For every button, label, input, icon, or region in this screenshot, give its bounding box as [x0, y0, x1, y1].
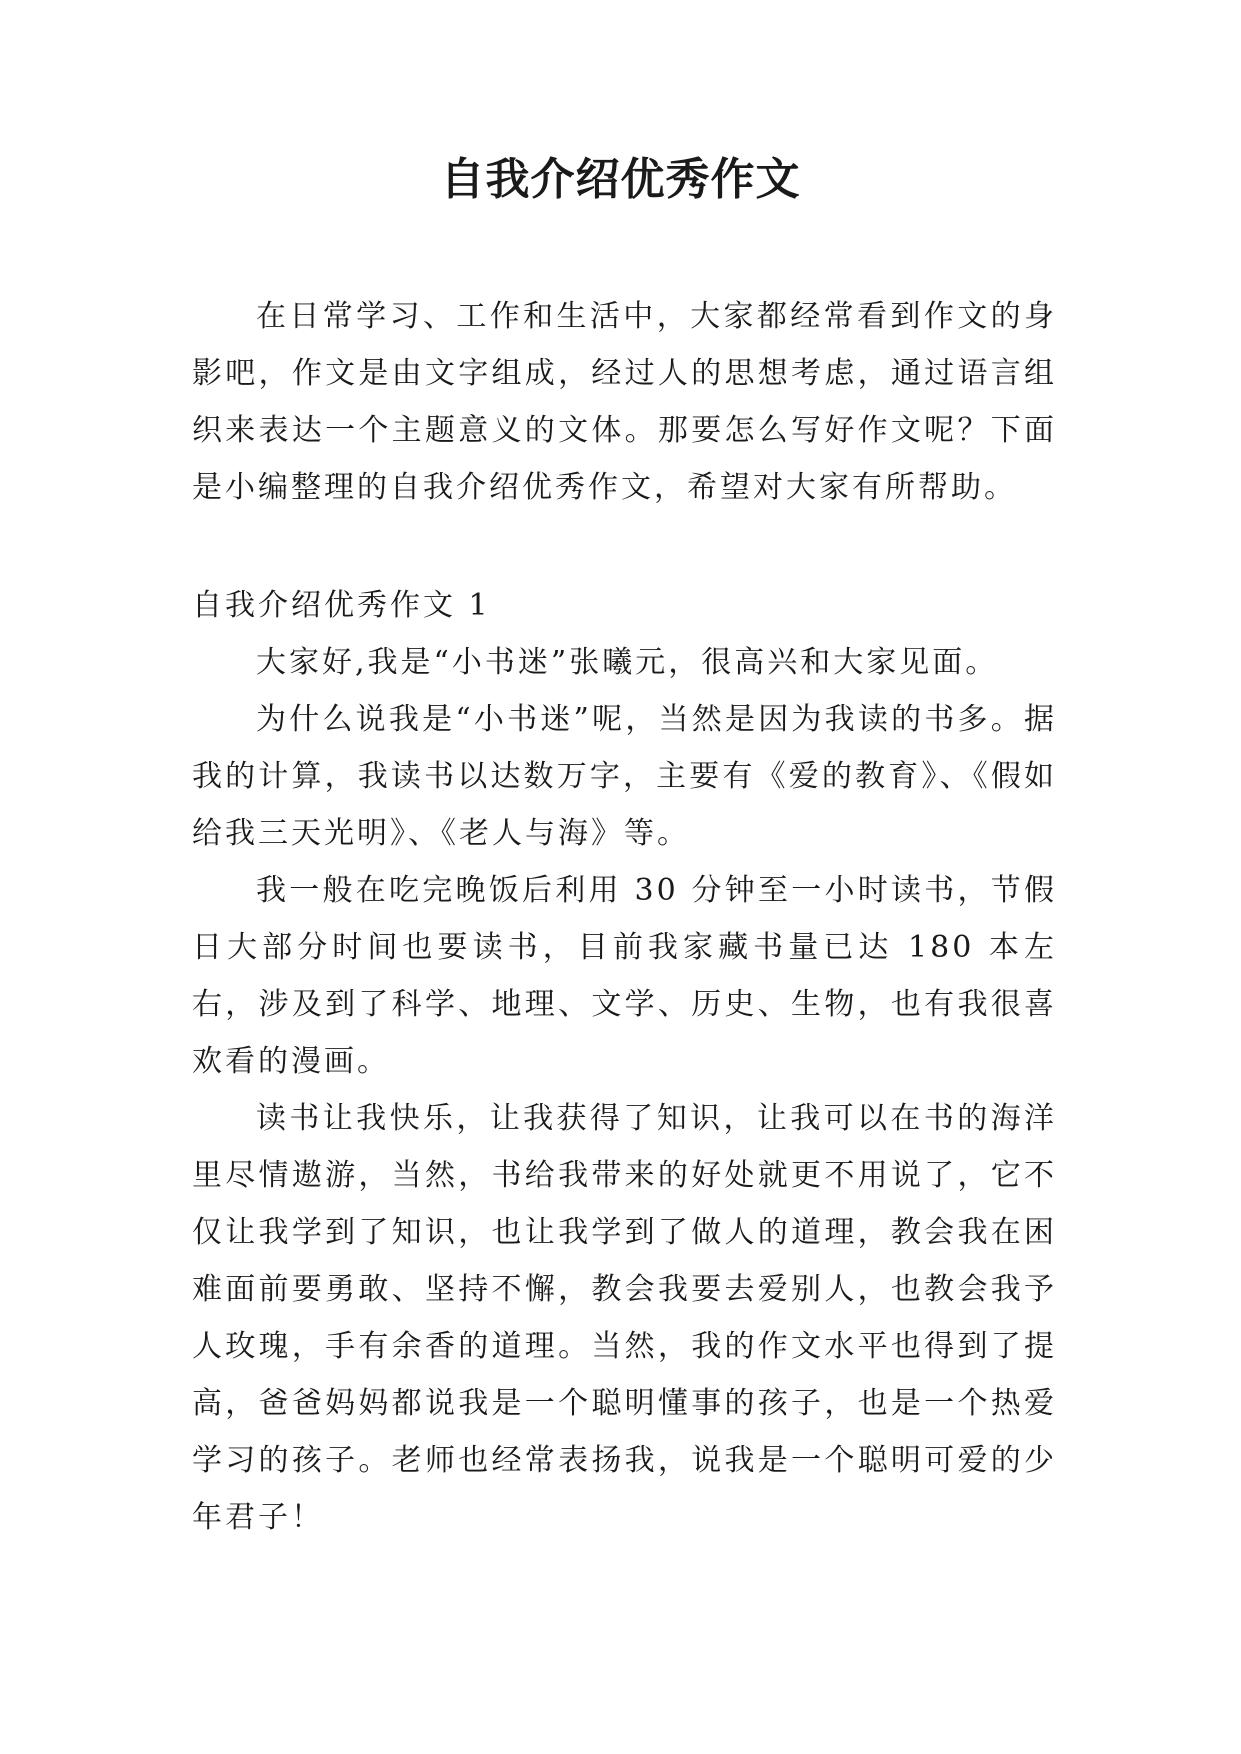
document-title: 自我介绍优秀作文 [440, 154, 801, 205]
body-paragraph-4: 读书让我快乐，让我获得了知识，让我可以在书的海洋里尽情遨游，当然，书给我带来的好处就更不用说了，它不仅让我学到了知识，也让我学到了做人的道理，教会我在困难面前要勇敢、坚持不懈，教会我要去爱别人，也教会我予人玫瑰，手有余香的道理。当然，我的作文水平也得到了提高，爸爸妈妈都说我是一个聪明懂事的孩子，也是一个热爱学习的孩子。老师也经常表扬我，说我是一个聪明可爱的少年君子！ [192, 1101, 1057, 1535]
body-paragraph-3: 我一般在吃完晚饭后利用 30 分钟至一小时读书，节假日大部分时间也要读书，目前我家藏书量已达 180 本左右，涉及到了科学、地理、文学、历史、生物，也有我很喜欢看的漫画。 [192, 873, 1057, 1079]
intro-paragraph: 在日常学习、工作和生活中，大家都经常看到作文的身影吧，作文是由文字组成，经过人的思想考虑，通过语言组织来表达一个主题意义的文体。那要怎么写好作文呢？下面是小编整理的自我介绍优秀作文，希望对大家有所帮助。 [192, 299, 1057, 505]
section-heading: 自我介绍优秀作文 1 [192, 588, 491, 623]
body-paragraph-1: 大家好,我是“小书迷”张曦元，很高兴和大家见面。 [256, 645, 999, 680]
body-paragraph-2: 为什么说我是“小书迷”呢，当然是因为我读的书多。据我的计算，我读书以达数万字，主要有《爱的教育》、《假如给我三天光明》、《老人与海》等。 [192, 702, 1057, 851]
